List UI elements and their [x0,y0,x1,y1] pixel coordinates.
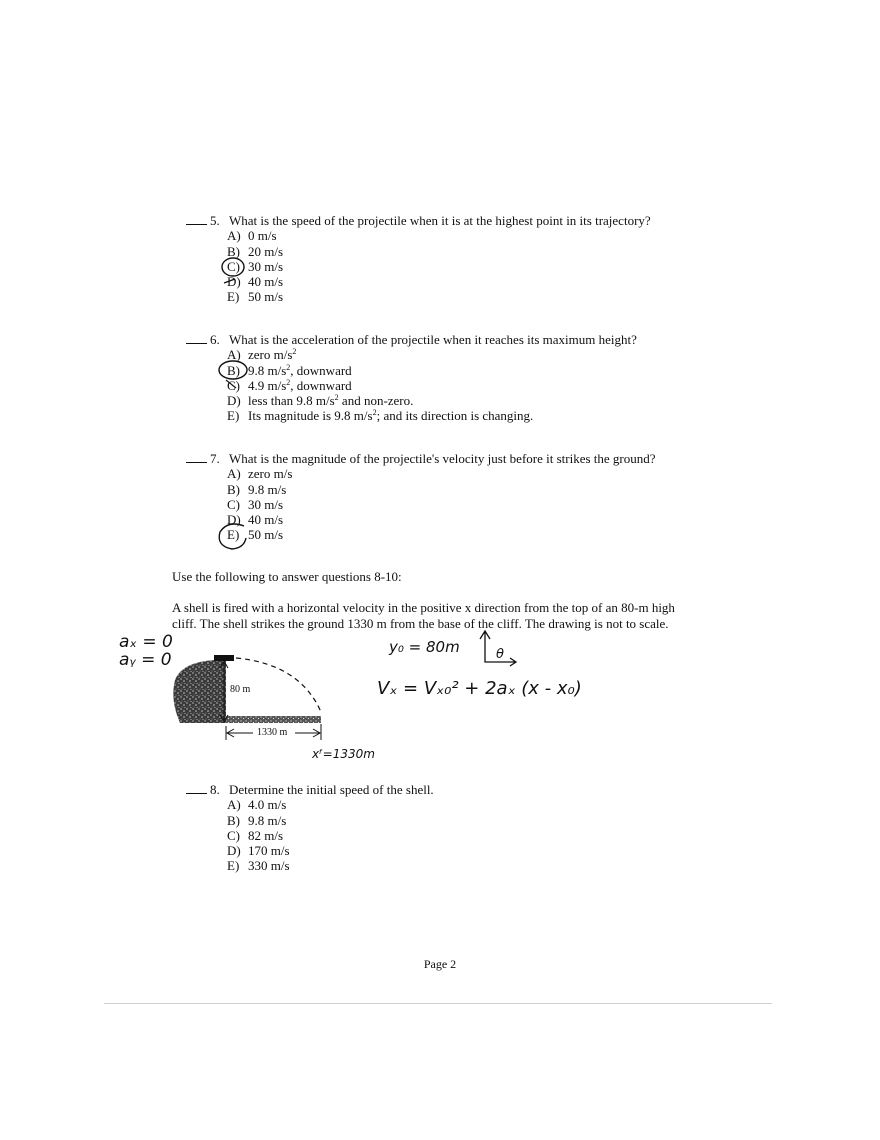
option-a: A) 4.0 m/s [227,797,287,813]
option-b: B) 9.8 $m/s^2$, downward [227,362,352,378]
option-e: E) 50 m/s [227,527,284,543]
option-d: D) 40 m/s [227,512,284,528]
question-text: What is the acceleration of the projectile when it reaches its maximum height? [229,332,637,347]
question-text: What is the speed of the projectile when it is at the highest point in its trajectory? [229,213,651,228]
scenario-text: A shell is fired with a horizontal velocity in the positive x direction from the top of an 80-m high cliff. The shell strikes the ground 1330 m from the base of the cliff. The drawing is not to scale. [172,600,675,631]
distance-label: 1330 m [257,727,288,738]
option-c: C) 82 m/s [227,827,284,843]
strike-mark-q5 [224,279,235,283]
option-b: B) 20 m/s [227,243,284,259]
question-number: 8. [210,782,220,797]
option-d: D) 170 m/s [227,843,290,859]
option-e: E) Its magnitude is 9.8 $m/s^2$; and its direction is changing. [227,408,534,424]
strike-mark-q6 [226,380,236,388]
handwritten-ax: aₓ = 0 [119,632,173,652]
question-number: 6. [210,332,220,347]
question-8 [186,782,434,874]
question-text: Determine the initial speed of the shell. [229,782,434,797]
option-c: C) 30 m/s [227,496,284,512]
answer-circle-q6 [219,361,247,379]
option-b: B) 9.8 m/s [227,812,287,828]
handwritten-y0: y₀ = 80m [389,638,460,656]
option-a: A) zero m/s [227,466,293,482]
handwritten-ay: aᵧ = 0 [119,650,172,670]
option-e: E) 330 m/s [227,858,290,874]
answer-circle-q5 [222,258,244,276]
height-label: 80 m [230,684,251,695]
page-number: Page 2 [423,957,457,971]
scan-edge-line [104,1003,772,1004]
handwritten-equation: Vₓ = Vₓ₀² + 2aₓ (x - x₀) [377,678,582,699]
answer-circle-q7 [219,524,246,549]
question-number: 7. [210,451,220,466]
instructions: Use the following to answer questions 8-10: [172,569,402,584]
option-d: D) less than 9.8 $m/s^2$ and non-zero. [227,393,414,409]
option-c: C) 30 m/s [227,258,284,274]
question-text: What is the magnitude of the projectile's velocity just before it strikes the ground? [229,451,656,466]
option-d: D) 40 m/s [227,274,284,290]
answer-blank [186,782,207,794]
option-b: B) 9.8 m/s [227,481,287,497]
question-number: 5. [210,213,220,228]
option-c: C) 4.9 $m/s^2$, downward [227,377,352,393]
option-a: A) 0 m/s [227,228,277,244]
option-e: E) 50 m/s [227,289,284,305]
handwritten-theta: θ [496,647,504,662]
option-a: A) zero $m/s^2$ [227,347,297,363]
handwritten-xf: xᶠ=1330m [312,747,375,761]
